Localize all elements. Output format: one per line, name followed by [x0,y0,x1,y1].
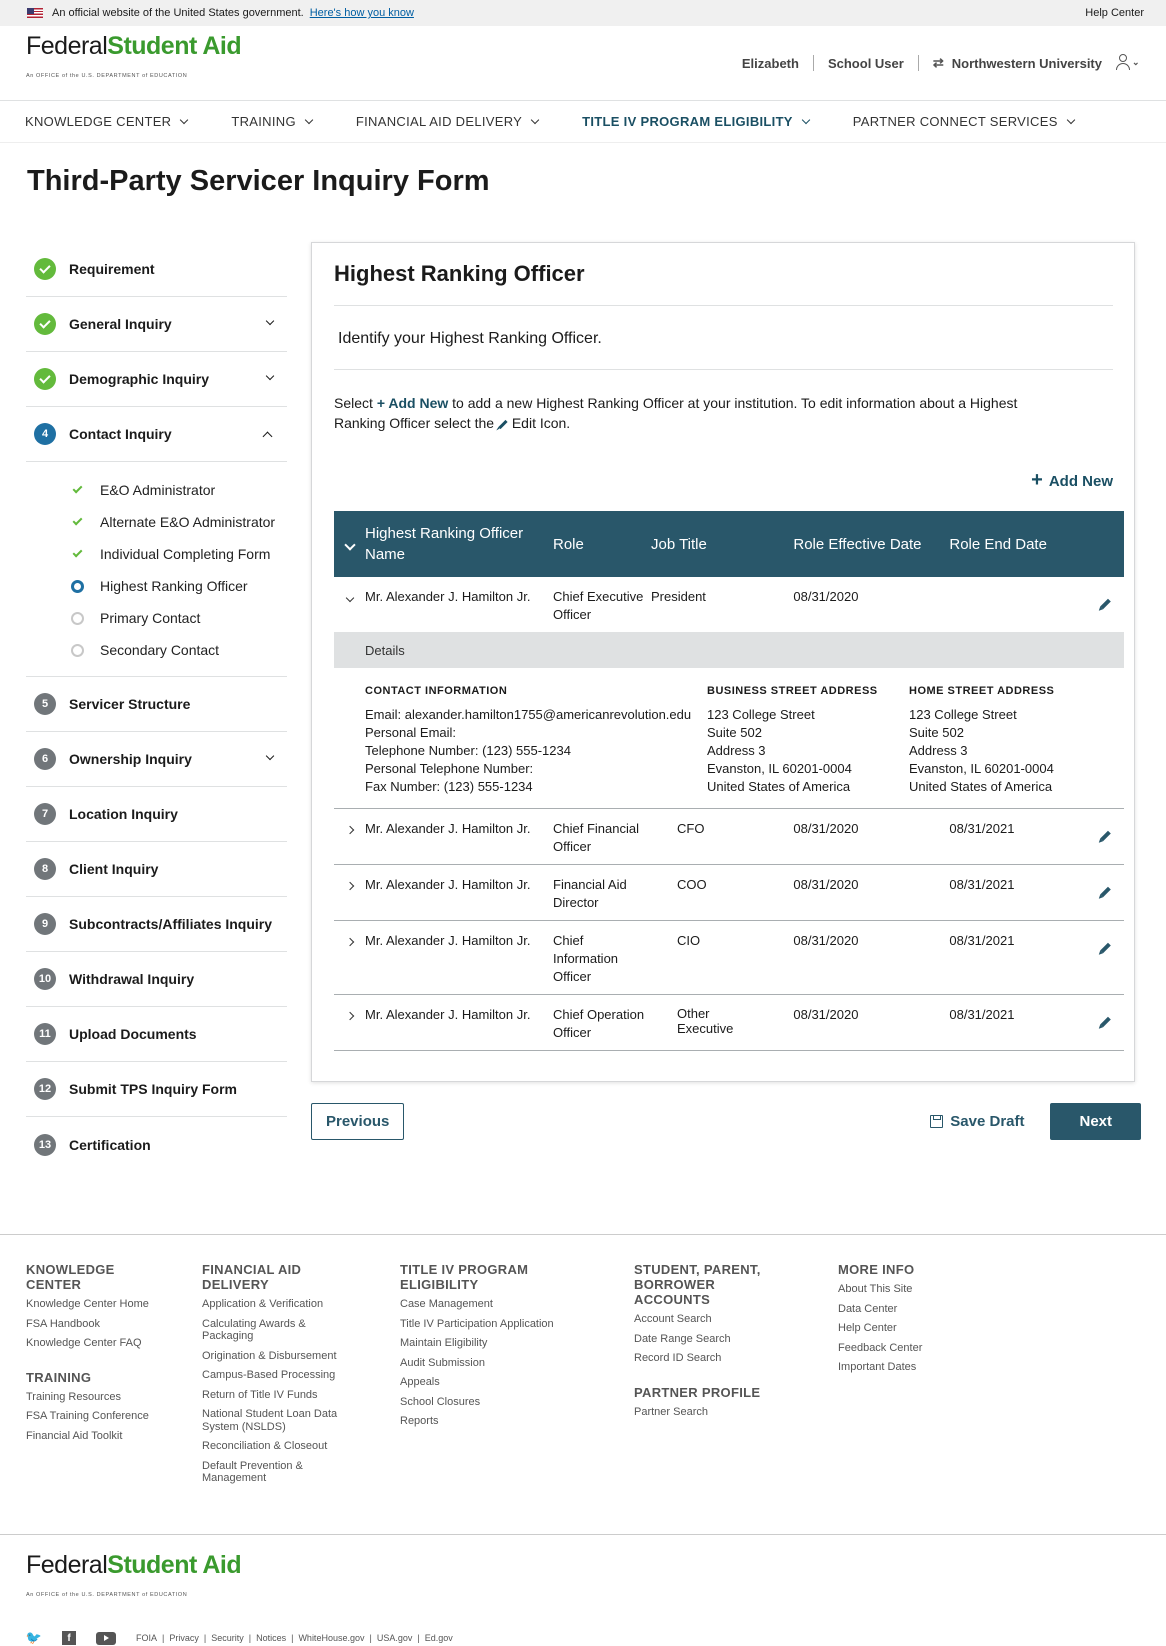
footer-link[interactable]: Important Dates [838,1361,917,1373]
step-number-badge: 13 [34,1134,56,1156]
substep-label: Alternate E&O Administrator [100,514,276,530]
previous-button[interactable]: Previous [311,1103,404,1140]
address-line: Evanston, IL 60201-0004 [707,761,852,776]
footer-logo[interactable] [26,1553,1140,1611]
current-step-icon [71,580,84,593]
chevron-down-icon [1066,115,1074,123]
contact-line: Telephone Number: (123) 555-1234 [365,743,571,758]
footer-link[interactable]: Campus-Based Processing [202,1369,336,1381]
fsa-logo[interactable] [26,34,241,92]
step-number-badge: 4 [34,423,56,445]
home-heading: HOME STREET ADDRESS [909,685,1055,697]
substep-individual-completing-form[interactable] [70,538,287,570]
footer-link-foia[interactable]: FOIA [136,1633,158,1643]
empty-circle-icon [71,612,84,625]
contact-heading: CONTACT INFORMATION [365,685,508,697]
footer-link-usa-gov[interactable]: USA.gov [376,1633,413,1643]
address-line: Evanston, IL 60201-0004 [909,761,1054,776]
step-location-inquiry[interactable] [26,787,287,842]
details-header [334,632,1124,668]
step-general-inquiry[interactable] [26,297,287,352]
logo-student-aid: Student Aid [107,1551,242,1579]
nav-partner-connect-services[interactable] [853,114,1074,129]
check-icon [72,484,82,494]
table-row [334,809,1124,865]
heres-how-you-know-link[interactable]: Here's how you know [309,7,414,19]
header-effective-date[interactable]: Role Effective Date [793,535,922,553]
cell-job-title: President [651,589,706,604]
check-icon [72,516,82,526]
step-upload-documents[interactable] [26,1007,287,1062]
details-body [334,668,1124,809]
cell-effective-date: 08/31/2020 [793,821,859,836]
step-label: Certification [69,1136,151,1153]
business-address [707,682,909,796]
substep-primary-contact[interactable] [70,602,287,634]
footer-link-notices[interactable]: Notices [256,1633,287,1643]
cell-role: Chief Information Officer [553,933,619,984]
logo-subtitle: An OFFICE of the U.S. DEPARTMENT of EDUCATION [26,73,188,79]
contact-line: Personal Telephone Number: [365,761,534,776]
step-sidebar [26,242,287,1172]
substep-label: Individual Completing Form [100,546,271,562]
header-end-date[interactable]: Role End Date [949,535,1047,553]
footer-link[interactable]: About This Site [838,1283,913,1295]
page-title: Third-Party Servicer Inquiry Form [27,165,490,197]
cell-name: Mr. Alexander J. Hamilton Jr. [365,877,531,892]
footer-link[interactable]: Case Management [400,1298,493,1310]
footer-link-security[interactable]: Security [211,1633,244,1643]
plus-icon: + [1031,469,1043,491]
cell-end-date: 08/31/2021 [949,1007,1015,1022]
gov-banner-text: An official website of the United States government. [52,7,304,19]
check-icon [72,548,82,558]
step-number-badge: 12 [34,1078,56,1100]
row-toggle[interactable] [334,577,365,632]
logo-student-aid: Student Aid [107,32,242,60]
instr-text: Select [334,395,373,411]
cell-name: Mr. Alexander J. Hamilton Jr. [365,933,531,948]
step-label: Subcontracts/Affiliates Inquiry [69,916,273,932]
step-number-badge: 5 [34,693,56,715]
step-label: Upload Documents [69,1026,197,1042]
footer-link[interactable]: Data Center [838,1302,898,1315]
header-name[interactable]: Highest Ranking Officer Name [365,525,524,563]
chevron-right-icon [345,826,353,834]
substep-secondary-contact[interactable] [70,634,287,666]
address-line: Address 3 [707,743,766,758]
step-label: Servicer Structure [69,696,191,712]
pencil-icon [1100,1017,1111,1028]
card-title: Highest Ranking Officer [334,261,1113,306]
edit-button[interactable] [1087,809,1124,865]
business-heading: BUSINESS STREET ADDRESS [707,685,878,697]
contact-substeps [26,462,287,677]
instr-text: to add a new Highest Ranking Officer at your institution. To edit information about a Highest Ranking Officer select the [334,395,1018,431]
step-label: General Inquiry [69,316,172,332]
address-line: Suite 502 [707,725,762,740]
step-label: Location Inquiry [69,806,178,822]
officer-table [334,511,1124,1051]
step-label: Requirement [69,261,155,277]
check-circle-icon [34,258,56,280]
contact-info [365,682,707,796]
step-servicer-structure[interactable] [26,677,287,732]
footer-link-whitehouse[interactable]: WhiteHouse.gov [298,1633,365,1643]
save-draft-label: Save Draft [950,1113,1025,1130]
footer-link[interactable]: Reports [400,1415,439,1427]
next-button[interactable]: Next [1050,1103,1141,1140]
help-center-link[interactable]: Help Center [1085,7,1144,19]
nav-label: KNOWLEDGE CENTER [25,114,172,129]
chevron-down-icon [531,115,539,123]
table-row [334,865,1124,921]
facebook-icon[interactable]: f [62,1631,76,1645]
contact-line: Personal Email: [365,725,457,740]
chevron-down-icon [266,317,274,325]
footer-link[interactable]: FSA Handbook [26,1317,100,1330]
cell-job-title: CFO [677,821,705,836]
address-line: 123 College Street [909,707,1017,722]
save-icon [930,1115,943,1128]
chevron-right-icon [345,1012,353,1020]
chevron-up-icon [263,431,273,441]
chevron-down-icon [266,372,274,380]
step-ownership-inquiry[interactable] [26,732,287,787]
step-number-badge: 7 [34,803,56,825]
step-label: Submit TPS Inquiry Form [69,1081,238,1097]
add-new-label: Add New [1048,473,1113,490]
footer-link[interactable]: Knowledge Center Home [26,1298,149,1310]
footer-link[interactable]: Financial Aid Toolkit [26,1429,123,1442]
substep-alternate-eo-administrator[interactable] [70,506,287,538]
cell-job-title: Other Executive [677,1006,734,1036]
details-label: Details [334,632,1124,668]
row-toggle[interactable] [334,921,365,995]
footer-link[interactable]: Maintain Eligibility [400,1337,488,1349]
check-circle-icon [34,313,56,335]
chevron-down-icon [266,752,274,760]
footer-link[interactable]: National Student Loan Data System (NSLDS) [202,1408,338,1433]
address-line: Suite 502 [909,725,964,740]
user-menu-icon[interactable]: ⌄ [1116,54,1140,72]
step-submit-tps[interactable] [26,1062,287,1117]
user-area [742,54,1140,72]
cell-end-date: 08/31/2021 [949,877,1015,892]
substep-label: Highest Ranking Officer [100,578,248,594]
cell-effective-date: 08/31/2020 [793,589,859,604]
nav-label: PARTNER CONNECT SERVICES [852,114,1058,129]
footer-link[interactable]: Date Range Search [634,1332,731,1345]
address-line: Address 3 [909,743,968,758]
chevron-down-icon [180,115,188,123]
header-actions [1087,511,1124,577]
footer-link[interactable]: Knowledge Center FAQ [26,1337,142,1349]
chevron-down-icon [344,539,355,550]
add-new-button[interactable] [334,469,1113,511]
contact-line: Fax Number: (123) 555-1234 [365,779,533,794]
step-subcontracts-inquiry[interactable] [26,897,287,952]
cell-name: Mr. Alexander J. Hamilton Jr. [365,821,531,836]
pencil-icon [1100,599,1111,610]
chevron-down-icon [345,594,353,602]
substep-label: Secondary Contact [100,642,220,658]
nav-knowledge-center[interactable] [25,114,187,129]
footer-link[interactable]: Calculating Awards & Packaging [202,1317,306,1342]
footer-heading: MORE INFO [838,1262,915,1277]
site-footer [0,1234,1166,1534]
footer-link[interactable]: Application & Verification [202,1298,324,1310]
chevron-right-icon [345,882,353,890]
step-number-badge: 6 [34,748,56,770]
cell-role: Chief Operation Officer [553,1007,645,1040]
pencil-icon [1100,831,1111,842]
step-label: Demographic Inquiry [69,371,210,387]
nav-label: TITLE IV PROGRAM ELIGIBILITY [582,114,793,129]
contact-line: Email: alexander.hamilton1755@americanrevolution.edu [365,707,692,722]
bottom-bar: FederalStudent Aid An OFFICE of the U.S. DEPARTMENT of EDUCATION 🐦 f FOIA | Privacy | Security | Notices | WhiteHouse.gov | USA.gov | Ed.gov [0,1534,1166,1638]
logo-federal: Federal [26,32,108,60]
footer-heading: KNOWLEDGE CENTER [26,1262,115,1292]
header-role[interactable]: Role [553,535,584,553]
pencil-icon [498,420,507,429]
step-requirement[interactable] [26,242,287,297]
cell-job-title: CIO [677,933,701,948]
cell-effective-date: 08/31/2020 [793,877,859,892]
card-instructions [334,370,1034,433]
footer-link[interactable]: Record ID Search [634,1352,722,1364]
footer-link[interactable]: Reconciliation & Closeout [202,1440,328,1452]
table-row [334,921,1124,995]
footer-link[interactable]: Appeals [400,1376,440,1388]
nav-label: FINANCIAL AID DELIVERY [355,114,523,129]
footer-link[interactable]: Feedback Center [838,1341,923,1354]
step-contact-inquiry[interactable] [26,407,287,462]
form-actions [311,1103,1141,1140]
check-circle-icon [34,368,56,390]
footer-heading: FINANCIAL AID DELIVERY [202,1262,302,1292]
cell-end-date: 08/31/2021 [949,933,1015,948]
home-address [909,682,1054,796]
row-toggle[interactable] [334,809,365,865]
step-number-badge: 10 [34,968,56,990]
footer-link[interactable]: School Closures [400,1395,481,1408]
substep-label: Primary Contact [100,610,201,626]
us-flag-icon [27,8,43,18]
footer-link[interactable]: Origination & Disbursement [202,1349,337,1362]
footer-link[interactable]: Partner Search [634,1405,708,1418]
footer-link-privacy[interactable]: Privacy [169,1633,199,1643]
footer-heading: PARTNER PROFILE [634,1384,761,1400]
twitter-icon[interactable]: 🐦 [25,1630,43,1645]
instr-text: Edit Icon. [511,415,571,431]
user-name: Elizabeth [741,55,799,71]
cell-effective-date: 08/31/2020 [793,1007,859,1022]
edit-button[interactable] [1087,921,1124,995]
row-toggle[interactable] [334,995,365,1051]
pencil-icon [1100,887,1111,898]
edit-button[interactable] [1087,865,1124,921]
nav-financial-aid-delivery[interactable] [356,114,538,129]
header-job-title[interactable]: Job Title [651,535,707,553]
chevron-down-icon [802,115,810,123]
divider [813,55,814,71]
table-row [334,577,1124,632]
edit-button[interactable] [1087,995,1124,1051]
footer-link[interactable]: Default Prevention & Management [202,1459,303,1484]
instr-add-new: + Add New [376,395,449,411]
footer-link[interactable]: Training Resources [26,1390,121,1403]
footer-link[interactable]: FSA Training Conference [26,1410,149,1422]
footer-heading: TRAINING [26,1369,92,1385]
divider [918,55,919,71]
switch-institution-icon[interactable]: ⇄ [932,55,944,70]
edit-button[interactable] [1087,577,1124,632]
footer-link-ed-gov[interactable]: Ed.gov [424,1633,453,1643]
footer-link[interactable]: Audit Submission [400,1356,485,1369]
step-label: Contact Inquiry [69,426,172,442]
step-number-badge: 11 [34,1023,56,1045]
gov-banner [0,0,1166,26]
cell-effective-date: 08/31/2020 [793,933,859,948]
site-header [0,26,1166,101]
institution-name[interactable]: Northwestern University [951,55,1102,71]
card-lead: Identify your Highest Ranking Officer. [334,306,1113,370]
save-draft-button[interactable] [930,1113,1024,1130]
logo-subtitle: An OFFICE of the U.S. DEPARTMENT of EDUCATION [26,1592,188,1598]
user-role: School User [827,55,904,71]
nav-training[interactable] [231,114,312,129]
step-label: Ownership Inquiry [69,751,192,767]
cell-end-date: 08/31/2021 [949,821,1015,836]
table-row [334,995,1124,1051]
step-number-badge: 8 [34,858,56,880]
nav-title-iv-program-eligibility[interactable] [582,114,809,129]
address-line: United States of America [909,779,1053,794]
step-demographic-inquiry[interactable] [26,352,287,407]
footer-link[interactable]: Return of Title IV Funds [202,1388,318,1401]
cell-name: Mr. Alexander J. Hamilton Jr. [365,589,531,604]
step-label: Client Inquiry [69,861,159,877]
officer-card [311,242,1135,1082]
collapse-all-toggle[interactable] [334,511,365,577]
footer-link[interactable]: Title IV Participation Application [400,1317,554,1330]
substep-label: E&O Administrator [100,482,216,498]
address-line: United States of America [707,779,851,794]
address-line: 123 College Street [707,707,815,722]
substep-eo-administrator[interactable] [70,474,287,506]
footer-link[interactable]: Help Center [838,1322,897,1334]
empty-circle-icon [71,644,84,657]
step-label: Withdrawal Inquiry [69,971,195,987]
footer-heading: TITLE IV PROGRAM ELIGIBILITY [400,1262,529,1292]
logo-federal: Federal [26,1551,108,1579]
step-certification[interactable] [26,1117,287,1172]
cell-role: Chief Financial Officer [553,821,639,854]
cell-role: Financial Aid Director [553,877,627,910]
footer-heading: STUDENT, PARENT, BORROWER ACCOUNTS [634,1262,761,1307]
cell-name: Mr. Alexander J. Hamilton Jr. [365,1007,531,1022]
footer-link[interactable]: Account Search [634,1313,712,1325]
nav-label: TRAINING [231,114,296,129]
row-toggle[interactable] [334,865,365,921]
substep-highest-ranking-officer[interactable] [70,570,287,602]
step-client-inquiry[interactable] [26,842,287,897]
cell-end-date [949,577,1087,632]
step-withdrawal-inquiry[interactable] [26,952,287,1007]
chevron-right-icon [345,938,353,946]
cell-job-title: COO [677,877,707,892]
step-number-badge: 9 [34,913,56,935]
main-nav [0,101,1166,143]
youtube-icon[interactable] [96,1632,116,1645]
pencil-icon [1100,943,1111,954]
chevron-down-icon [305,115,313,123]
cell-role: Chief Executive Officer [553,589,644,622]
